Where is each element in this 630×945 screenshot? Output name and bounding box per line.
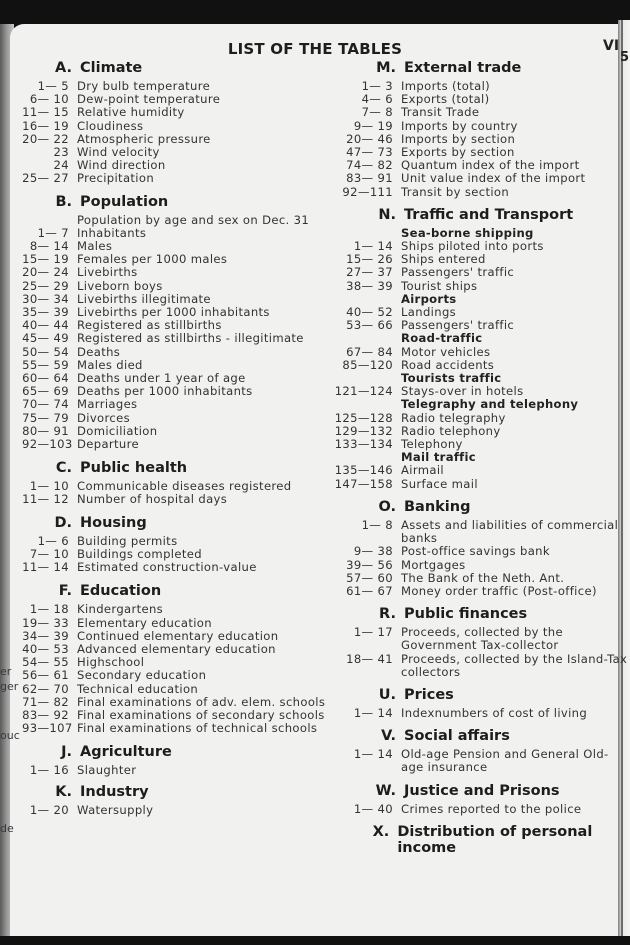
table-label: Surface mail xyxy=(401,476,478,491)
table-label: Airmail xyxy=(401,463,445,478)
table-range: 121—124 xyxy=(334,384,393,399)
table-entry xyxy=(22,603,332,616)
table-label: Proceeds, collected by the Island-Tax collectors xyxy=(401,651,628,679)
section-heading xyxy=(330,728,630,744)
table-label: Males xyxy=(77,239,113,254)
table-entry xyxy=(22,412,332,425)
table-entry xyxy=(330,280,630,293)
table-entry xyxy=(330,120,630,133)
table-range: 11— 15 xyxy=(22,105,69,120)
table-label: Exports by section xyxy=(401,145,515,160)
table-range: 40— 52 xyxy=(346,305,393,320)
table-entry xyxy=(330,172,630,185)
table-range: 83— 92 xyxy=(22,707,69,722)
table-label: Technical education xyxy=(77,681,199,696)
table-entry xyxy=(330,346,630,359)
table-entry xyxy=(22,535,332,548)
section-justice-and-prisons xyxy=(330,783,630,816)
section-letter: D. xyxy=(54,514,72,531)
section-prices xyxy=(330,687,630,720)
section-industry xyxy=(22,784,332,817)
table-label: Highschool xyxy=(77,655,145,670)
table-entry xyxy=(22,764,332,777)
table-label: Relative humidity xyxy=(77,105,185,120)
section-letter: C. xyxy=(55,460,72,477)
table-range: 1— 6 xyxy=(37,533,69,548)
table-label: Tourist ships xyxy=(401,278,478,293)
section-letter: A. xyxy=(55,60,72,76)
table-range: 56— 61 xyxy=(22,668,69,683)
table-label: Deaths xyxy=(77,344,121,359)
table-label: Slaughter xyxy=(77,763,137,778)
table-label: Communicable diseases registered xyxy=(77,479,292,494)
page-number: VI xyxy=(603,38,620,54)
section-heading xyxy=(22,744,332,760)
table-label: Proceeds, collected by the Government Tax-collector xyxy=(401,625,563,653)
table-range: 83— 91 xyxy=(346,171,393,186)
table-range: 93—107 xyxy=(22,721,73,736)
table-label: Livebirths per 1000 inhabitants xyxy=(77,305,270,320)
section-heading xyxy=(22,784,332,800)
table-label: Passengers' traffic xyxy=(401,318,515,333)
table-range: 19— 33 xyxy=(22,615,69,630)
section-title: Public health xyxy=(80,460,188,477)
table-label: Passengers' traffic xyxy=(401,265,515,280)
table-entry xyxy=(22,172,332,185)
table-entry xyxy=(22,398,332,411)
table-label: Final examinations of secondary schools xyxy=(77,707,325,722)
table-range: 125—128 xyxy=(334,410,393,425)
table-range: 92—111 xyxy=(342,184,393,199)
section-title: Traffic and Transport xyxy=(404,206,574,223)
table-entry xyxy=(330,412,630,425)
table-range: 129—132 xyxy=(334,423,393,438)
section-external-trade xyxy=(330,60,630,199)
section-heading xyxy=(22,583,332,599)
table-range: 53— 66 xyxy=(346,318,393,333)
section-distribution-of-personal-income xyxy=(330,824,630,856)
table-entry xyxy=(330,519,630,545)
table-label: Old-age Pension and General Old-age insurance xyxy=(401,747,609,775)
section-title: Banking xyxy=(404,498,471,515)
table-label: Wind velocity xyxy=(77,145,160,160)
table-label: Watersupply xyxy=(77,802,154,817)
section-title: Prices xyxy=(404,686,454,703)
table-entry xyxy=(330,266,630,279)
table-range: 38— 39 xyxy=(346,278,393,293)
table-label: Stays-over in hotels xyxy=(401,384,524,399)
table-range: 23 xyxy=(53,145,69,160)
table-label: Transit Trade xyxy=(401,105,480,120)
table-label: Liveborn boys xyxy=(77,278,163,293)
scan-border xyxy=(0,936,630,945)
subheading xyxy=(330,332,630,345)
section-letter: F. xyxy=(58,583,72,600)
table-label: Motor vehicles xyxy=(401,344,491,359)
table-entry xyxy=(330,803,630,816)
section-letter: V. xyxy=(381,728,396,745)
table-label: Kindergartens xyxy=(77,602,164,617)
table-range: 65— 69 xyxy=(22,384,69,399)
table-entry xyxy=(22,106,332,119)
table-entry xyxy=(22,722,332,735)
table-entry xyxy=(330,106,630,119)
subheading-label: Road-traffic xyxy=(401,331,483,346)
table-range: 20— 46 xyxy=(346,131,393,146)
table-range: 1— 7 xyxy=(37,225,69,240)
table-label: Atmospheric pressure xyxy=(77,131,211,146)
section-letter: B. xyxy=(55,193,72,210)
table-label: Wind direction xyxy=(77,158,166,173)
table-range: 1— 20 xyxy=(29,802,69,817)
subheading xyxy=(330,398,630,411)
section-title: Industry xyxy=(80,783,149,800)
section-title: Agriculture xyxy=(80,744,172,761)
table-range: 1— 10 xyxy=(29,479,69,494)
margin-bleed-text: ger xyxy=(0,680,19,693)
table-range: 80— 91 xyxy=(22,423,69,438)
table-range: 85—120 xyxy=(342,357,393,372)
section-letter: W. xyxy=(375,782,396,799)
table-range: 9— 38 xyxy=(353,544,393,559)
table-entry xyxy=(22,266,332,279)
table-range: 1— 18 xyxy=(29,602,69,617)
table-label: Mortgages xyxy=(401,557,466,572)
table-label: Continued elementary education xyxy=(77,628,279,643)
section-title: Climate xyxy=(80,60,143,76)
table-label: Estimated construction-value xyxy=(77,560,257,575)
margin-bleed-text: ouc xyxy=(0,729,20,742)
table-range: 1— 16 xyxy=(29,763,69,778)
table-label: Buildings completed xyxy=(77,546,202,561)
table-label: Marriages xyxy=(77,397,138,412)
table-range: 24 xyxy=(53,158,69,173)
table-range: 25— 29 xyxy=(22,278,69,293)
section-letter: O. xyxy=(378,498,396,515)
table-label: Imports by section xyxy=(401,131,516,146)
table-range: 61— 67 xyxy=(346,583,393,598)
table-label: Crimes reported to the police xyxy=(401,801,582,816)
table-range: 71— 82 xyxy=(22,694,69,709)
section-title: Population xyxy=(80,193,169,210)
table-range: 147—158 xyxy=(334,476,393,491)
table-entry xyxy=(22,804,332,817)
section-letter: U. xyxy=(378,686,396,703)
table-label: Registered as stillbirths - illegitimate xyxy=(77,331,304,346)
table-label: Cloudiness xyxy=(77,118,144,133)
section-heading xyxy=(22,515,332,531)
subheading-label: Sea-borne shipping xyxy=(401,225,534,240)
table-range: 133—134 xyxy=(334,437,393,452)
table-entry xyxy=(330,186,630,199)
margin-bleed-text: de xyxy=(0,822,14,835)
table-range: 7— 10 xyxy=(29,546,69,561)
table-label: Precipitation xyxy=(77,171,155,186)
subheading-label: Tourists traffic xyxy=(401,371,502,386)
table-label: Dry bulb temperature xyxy=(77,79,211,93)
table-label: Telephony xyxy=(401,437,463,452)
table-label: Transit by section xyxy=(401,184,510,199)
table-range: 35— 39 xyxy=(22,305,69,320)
table-range: 1— 8 xyxy=(361,517,393,532)
bleed-page-number: 5 xyxy=(620,50,630,65)
table-label: Domiciliation xyxy=(77,423,158,438)
section-letter: J. xyxy=(61,744,72,761)
table-range: 1— 14 xyxy=(353,239,393,254)
page-title: LIST OF THE TABLES xyxy=(227,40,403,58)
table-range: 15— 19 xyxy=(22,252,69,267)
table-label: Final examinations of adv. elem. schools xyxy=(77,694,326,709)
section-title: Education xyxy=(80,583,162,600)
table-entry xyxy=(22,346,332,359)
table-label: Advanced elementary education xyxy=(77,641,276,656)
table-range: 1— 17 xyxy=(353,625,393,640)
section-public-finances xyxy=(330,606,630,679)
table-range: 45— 49 xyxy=(22,331,69,346)
table-range: 1— 14 xyxy=(353,705,393,720)
table-label: The Bank of the Neth. Ant. xyxy=(401,570,565,585)
table-label: Ships piloted into ports xyxy=(401,239,544,254)
section-title: External trade xyxy=(404,60,522,76)
section-agriculture xyxy=(22,744,332,777)
table-entry xyxy=(22,561,332,574)
section-heading xyxy=(330,207,630,223)
section-heading xyxy=(22,60,332,76)
section-heading xyxy=(330,824,630,856)
section-heading xyxy=(330,499,630,515)
table-entry xyxy=(330,545,630,558)
table-label: Departure xyxy=(77,437,139,452)
table-entry xyxy=(22,669,332,682)
section-housing xyxy=(22,515,332,575)
table-range: 20— 22 xyxy=(22,131,69,146)
table-label: Building permits xyxy=(77,533,178,548)
table-range: 27— 37 xyxy=(346,265,393,280)
table-range: 1— 5 xyxy=(37,79,69,93)
section-title: Public finances xyxy=(404,606,528,623)
table-range: 11— 14 xyxy=(22,560,69,575)
subheading-label: Telegraphy and telephony xyxy=(401,397,579,412)
spacer xyxy=(330,332,401,345)
table-entry xyxy=(22,493,332,506)
table-entry xyxy=(22,332,332,345)
table-label: Unit value index of the import xyxy=(401,171,586,186)
table-label: Number of hospital days xyxy=(77,492,228,507)
table-range: 47— 73 xyxy=(346,145,393,160)
table-range: 55— 59 xyxy=(22,357,69,372)
table-label: Imports (total) xyxy=(401,79,491,93)
table-entry xyxy=(22,630,332,643)
table-label: Deaths under 1 year of age xyxy=(77,371,246,386)
table-range: 4— 6 xyxy=(361,92,393,107)
table-label: Livebirths illegitimate xyxy=(77,291,211,306)
section-letter: N. xyxy=(378,206,396,223)
table-entry xyxy=(330,748,630,774)
table-label: Quantum index of the import xyxy=(401,158,580,173)
table-label: Registered as stillbirths xyxy=(77,318,222,333)
table-label: Imports by country xyxy=(401,118,518,133)
section-population xyxy=(22,194,332,452)
right-column xyxy=(330,60,630,860)
section-title: Distribution of personal income xyxy=(397,823,593,856)
subheading-label: Airports xyxy=(401,291,457,306)
left-column xyxy=(22,60,332,821)
table-range: 92—103 xyxy=(22,437,73,452)
table-entry xyxy=(330,707,630,720)
table-entry xyxy=(330,464,630,477)
table-entry xyxy=(330,572,630,585)
table-range: 54— 55 xyxy=(22,655,69,670)
table-label: Radio telegraphy xyxy=(401,410,506,425)
section-banking xyxy=(330,499,630,598)
section-letter: K. xyxy=(55,783,72,800)
table-label: Exports (total) xyxy=(401,92,490,107)
table-entry xyxy=(330,478,630,491)
table-entry xyxy=(22,617,332,630)
section-climate xyxy=(22,60,332,186)
table-range: 60— 64 xyxy=(22,371,69,386)
table-label: Secondary education xyxy=(77,668,207,683)
table-range: 70— 74 xyxy=(22,397,69,412)
section-social-affairs xyxy=(330,728,630,774)
table-entry xyxy=(22,438,332,451)
table-label: Final examinations of technical schools xyxy=(77,721,318,736)
section-title: Housing xyxy=(80,514,147,531)
table-label: Assets and liabilities of commercial banks xyxy=(401,517,619,546)
section-traffic-and-transport xyxy=(330,207,630,491)
table-range: 30— 34 xyxy=(22,291,69,306)
table-range: 50— 54 xyxy=(22,344,69,359)
section-title: Justice and Prisons xyxy=(404,782,560,799)
table-range: 20— 24 xyxy=(22,265,69,280)
table-entry xyxy=(22,696,332,709)
section-heading xyxy=(330,606,630,622)
table-range: 40— 53 xyxy=(22,641,69,656)
section-education xyxy=(22,583,332,735)
section-letter: M. xyxy=(376,60,396,76)
table-range: 8— 14 xyxy=(29,239,69,254)
section-title: Social affairs xyxy=(404,728,510,745)
table-range: 74— 82 xyxy=(346,158,393,173)
table-range: 25— 27 xyxy=(22,171,69,186)
table-entry xyxy=(330,559,630,572)
spacer xyxy=(330,398,401,411)
table-entry xyxy=(330,438,630,451)
table-range: 1— 3 xyxy=(361,79,393,93)
table-entry xyxy=(330,585,630,598)
table-range: 135—146 xyxy=(334,463,393,478)
section-heading xyxy=(330,687,630,703)
table-range: 16— 19 xyxy=(22,118,69,133)
table-label: Elementary education xyxy=(77,615,212,630)
table-label: Males died xyxy=(77,357,143,372)
section-heading xyxy=(22,194,332,210)
section-letter: X. xyxy=(372,823,390,840)
table-entry xyxy=(22,280,332,293)
table-label: Deaths per 1000 inhabitants xyxy=(77,384,253,399)
table-range: 57— 60 xyxy=(346,570,393,585)
table-label: Post-office savings bank xyxy=(401,544,550,559)
table-entry xyxy=(330,626,630,652)
table-entry xyxy=(330,653,630,679)
table-label: Inhabitants xyxy=(77,225,147,240)
section-public-health xyxy=(22,460,332,506)
subheading-label: Mail traffic xyxy=(401,450,476,465)
section-heading xyxy=(22,460,332,476)
table-range: 15— 26 xyxy=(346,252,393,267)
table-entry xyxy=(22,683,332,696)
section-heading xyxy=(330,60,630,76)
table-range: 18— 41 xyxy=(346,651,393,666)
table-range: 9— 19 xyxy=(353,118,393,133)
table-entry xyxy=(22,120,332,133)
margin-bleed-text: er xyxy=(0,665,12,678)
table-range: 7— 8 xyxy=(361,105,393,120)
table-range: 11— 12 xyxy=(22,492,69,507)
table-label: Road accidents xyxy=(401,357,495,372)
table-label: Money order traffic (Post-office) xyxy=(401,583,597,598)
section-intro: Population by age and sex on Dec. 31 xyxy=(77,212,310,227)
table-range: 34— 39 xyxy=(22,628,69,643)
table-label: Indexnumbers of cost of living xyxy=(401,705,588,720)
table-range: 67— 84 xyxy=(346,344,393,359)
table-label: Ships entered xyxy=(401,252,486,267)
table-label: Landings xyxy=(401,305,457,320)
table-range: 1— 40 xyxy=(353,801,393,816)
table-label: Livebirths xyxy=(77,265,138,280)
section-letter: R. xyxy=(379,606,396,623)
table-range: 1— 14 xyxy=(353,747,393,762)
table-label: Dew-point temperature xyxy=(77,92,221,107)
table-range: 75— 79 xyxy=(22,410,69,425)
table-range: 62— 70 xyxy=(22,681,69,696)
table-label: Females per 1000 males xyxy=(77,252,228,267)
table-label: Divorces xyxy=(77,410,130,425)
table-range: 40— 44 xyxy=(22,318,69,333)
section-heading xyxy=(330,783,630,799)
table-range: 39— 56 xyxy=(346,557,393,572)
table-label: Radio telephony xyxy=(401,423,501,438)
table-range: 6— 10 xyxy=(29,92,69,107)
